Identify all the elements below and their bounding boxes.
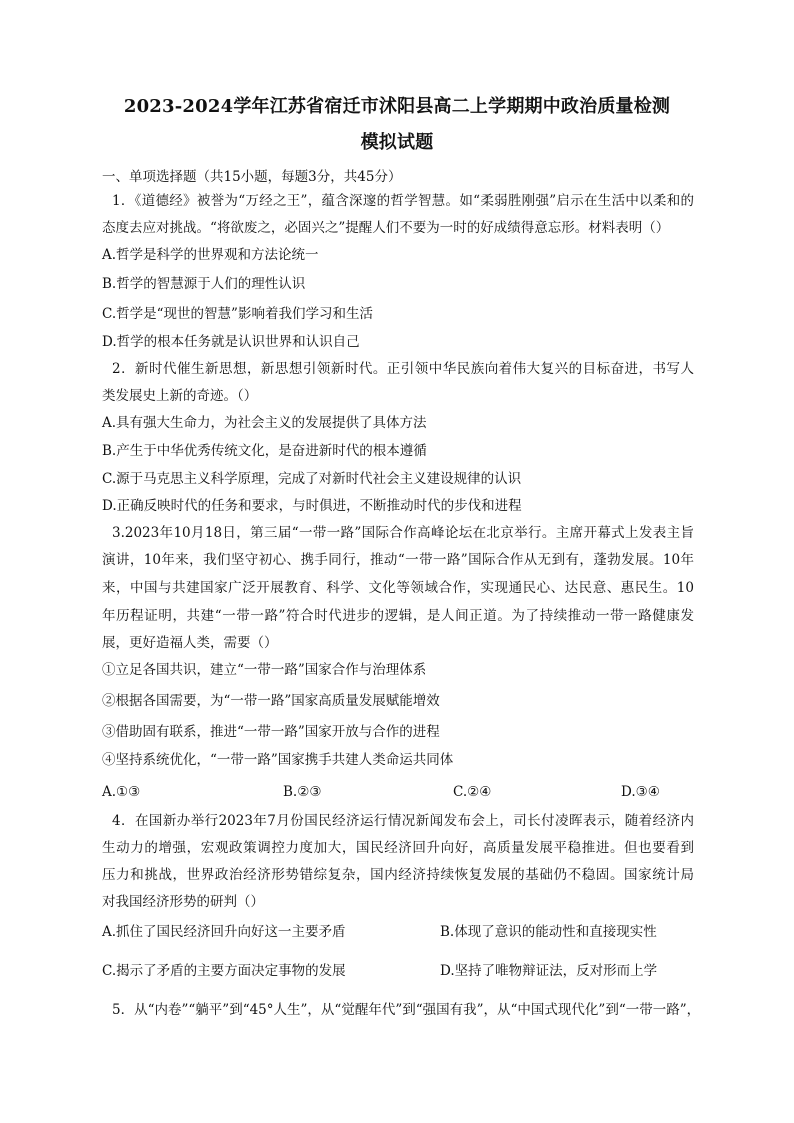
q2-option-b: B.产生于中华优秀传统文化，是奋进新时代的根本遵循	[102, 443, 427, 459]
q4-stem-line4: 对我国经济形势的研判（）	[102, 894, 264, 910]
q4-option-c: C.揭示了矛盾的主要方面决定事物的发展	[102, 963, 346, 979]
q4-option-a: A.抓住了国民经济回升向好这一主要矛盾	[102, 924, 346, 940]
q4-stem-line2: 生动力的增强，宏观政策调控力度加大，国民经济回升向好，高质量发展平稳推进。但也要看到	[102, 840, 694, 856]
q3-statement-3: ③借助固有联系，推进“一带一路”国家开放与合作的进程	[102, 724, 440, 740]
q3-option-b: B.②③	[283, 784, 322, 800]
q1-option-d: D.哲学的根本任务就是认识世界和认识自己	[102, 334, 360, 350]
exam-title-line2: 模拟试题	[360, 132, 434, 153]
q4-option-b: B.体现了意识的能动性和直接现实性	[440, 924, 657, 940]
q4-stem-line3: 压力和挑战，世界政治经济形势错综复杂，国内经济持续恢复发展的基础仍不稳固。国家统计局	[102, 867, 694, 883]
q3-stem-line4: 年历程证明，共建“一带一路”符合时代进步的逻辑，是人间正道。为了持续推动一带一路健康发	[102, 608, 694, 624]
q1-stem-line1: 1．《道德经》被誉为“万经之王”，蕴含深邃的哲学智慧。如“柔弱胜刚强”启示在生活中以柔和的	[112, 193, 694, 209]
q4-option-d: D.坚持了唯物辩证法，反对形而上学	[440, 963, 658, 979]
q2-stem-line1: 2．新时代催生新思想，新思想引领新时代。正引领中华民族向着伟大复兴的目标奋进，书写人	[112, 361, 694, 377]
q3-statement-2: ②根据各国需要，为“一带一路”国家高质量发展赋能增效	[102, 693, 440, 709]
q2-stem-line2: 类发展史上新的奇迹。（）	[102, 388, 258, 404]
q3-statement-1: ①立足各国共识，建立“一带一路”国家合作与治理体系	[102, 662, 427, 678]
q3-stem-line1: 3.2023年10月18日，第三届“一带一路”国际合作高峰论坛在北京举行。主席开幕式上发表主旨	[112, 525, 694, 541]
q3-stem-line3: 来，中国与共建国家广泛开展教育、科学、文化等领域合作，实现通民心、达民意、惠民生。10	[102, 580, 694, 596]
q5-stem-line1: 5．从“内卷”“躺平”到“45°人生”，从“觉醒年代”到“强国有我”，从“中国式现代化”到“一带一路”，	[112, 1002, 701, 1018]
q2-option-c: C.源于马克思主义科学原理，完成了对新时代社会主义建设规律的认识	[102, 471, 522, 487]
q2-option-d: D.正确反映时代的任务和要求，与时俱进，不断推动时代的步伐和进程	[102, 498, 522, 514]
q1-option-b: B.哲学的智慧源于人们的理性认识	[102, 276, 306, 292]
q3-stem-line5: 展，更好造福人类，需要（）	[102, 635, 278, 651]
q4-stem-line1: 4．在国新办举行2023年7月份国民经济运行情况新闻发布会上，司长付凌晖表示，随着经济内	[112, 813, 694, 829]
q1-option-c: C.哲学是“现世的智慧”影响着我们学习和生活	[102, 306, 373, 322]
q3-option-c: C.②④	[453, 784, 492, 800]
q2-option-a: A.具有强大生命力，为社会主义的发展提供了具体方法	[102, 415, 427, 431]
section-header: 一、单项选择题（共15小题，每题3分，共45分）	[102, 169, 402, 185]
q3-option-a: A.①③	[102, 784, 141, 800]
q1-stem-line2: 态度去应对挑战。“将欲废之，必固兴之”提醒人们不要为一时的好成绩得意忘形。材料表明（）	[102, 220, 670, 236]
q3-statement-4: ④坚持系统优化，“一带一路”国家携手共建人类命运共同体	[102, 752, 454, 768]
q3-stem-line2: 演讲，10年来，我们坚守初心、携手同行，推动“一带一路”国际合作从无到有，蓬勃发展。10年	[102, 552, 694, 568]
exam-title-line1: 2023-2024学年江苏省宿迁市沭阳县高二上学期期中政治质量检测	[123, 96, 671, 117]
q1-option-a: A.哲学是科学的世界观和方法论统一	[102, 247, 319, 263]
q3-option-d: D.③④	[621, 784, 660, 800]
